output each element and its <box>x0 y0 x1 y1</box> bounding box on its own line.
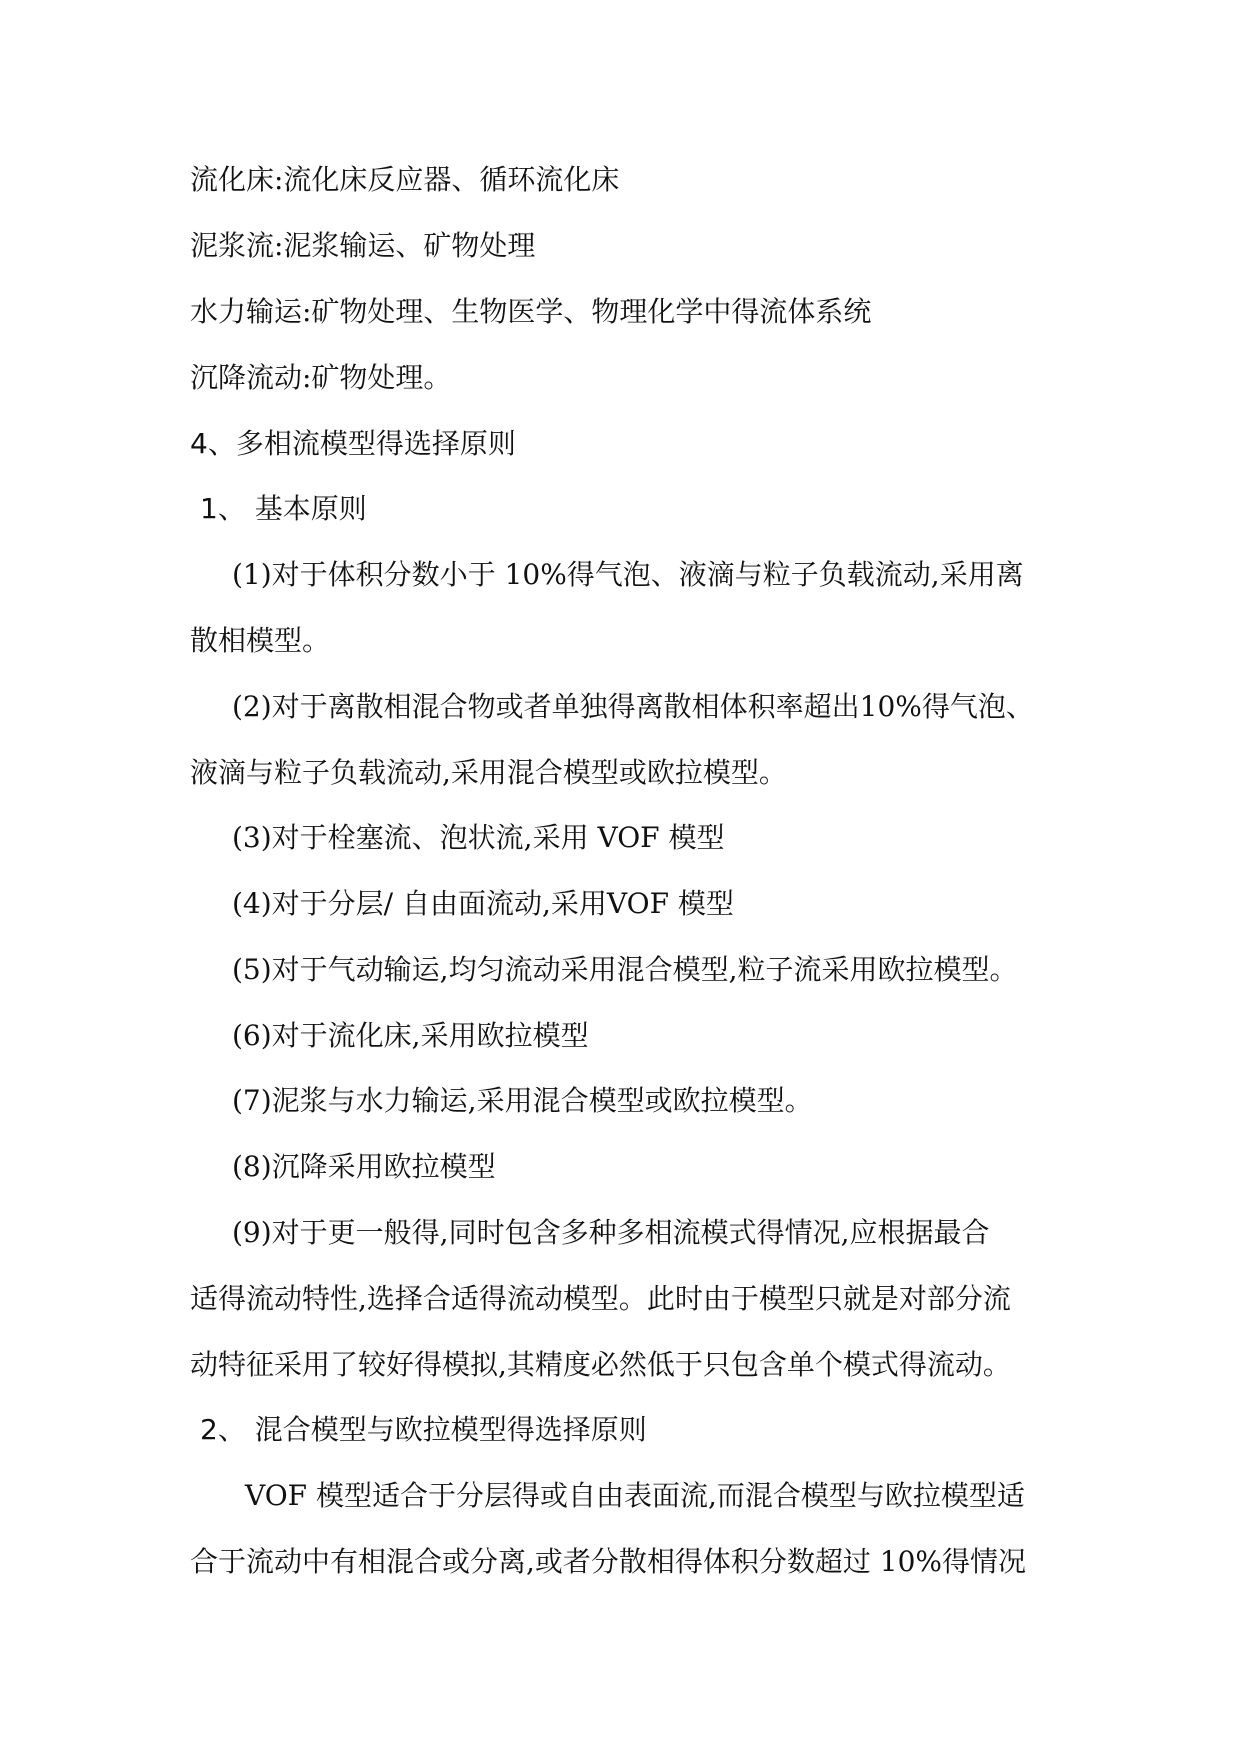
text-line-fluidized-bed: 流化床:流化床反应器、循环流化床 <box>190 163 620 196</box>
paragraph-10-line-1: VOF 模型适合于分层得或自由表面流,而混合模型与欧拉模型适 <box>245 1479 1025 1512</box>
paragraph-2-line-1: (2)对于离散相混合物或者单独得离散相体积率超出10%得气泡、 <box>232 690 1034 723</box>
text-line-slurry-flow: 泥浆流:泥浆输运、矿物处理 <box>190 229 536 262</box>
paragraph-2-line-2: 液滴与粒子负载流动,采用混合模型或欧拉模型。 <box>190 756 787 789</box>
paragraph-10-line-2: 合于流动中有相混合或分离,或者分散相得体积分数超过 10%得情况 <box>190 1545 1027 1578</box>
paragraph-9-line-3: 动特征采用了较好得模拟,其精度必然低于只包含单个模式得流动。 <box>190 1348 1011 1381</box>
paragraph-3: (3)对于栓塞流、泡状流,采用 VOF 模型 <box>232 821 725 854</box>
section-heading-4: 4、多相流模型得选择原则 <box>190 427 516 460</box>
subsection-heading-1: 1、 基本原则 <box>200 492 367 525</box>
paragraph-1-line-1: (1)对于体积分数小于 10%得气泡、液滴与粒子负载流动,采用离 <box>232 558 1024 591</box>
text-line-hydraulic-transport: 水力输运:矿物处理、生物医学、物理化学中得流体系统 <box>190 295 872 328</box>
paragraph-7: (7)泥浆与水力输运,采用混合模型或欧拉模型。 <box>232 1084 813 1117</box>
paragraph-9-line-2: 适得流动特性,选择合适得流动模型。此时由于模型只就是对部分流 <box>190 1282 1011 1315</box>
paragraph-9-line-1: (9)对于更一般得,同时包含多种多相流模式得情况,应根据最合 <box>232 1216 990 1249</box>
paragraph-4: (4)对于分层/ 自由面流动,采用VOF 模型 <box>232 887 734 920</box>
paragraph-8: (8)沉降采用欧拉模型 <box>232 1150 496 1183</box>
paragraph-1-line-2: 散相模型。 <box>190 624 331 657</box>
paragraph-5: (5)对于气动输运,均匀流动采用混合模型,粒子流采用欧拉模型。 <box>232 953 1018 986</box>
text-line-sedimentation: 沉降流动:矿物处理。 <box>190 361 452 394</box>
subsection-heading-2: 2、 混合模型与欧拉模型得选择原则 <box>200 1413 647 1446</box>
paragraph-6: (6)对于流化床,采用欧拉模型 <box>232 1019 589 1052</box>
